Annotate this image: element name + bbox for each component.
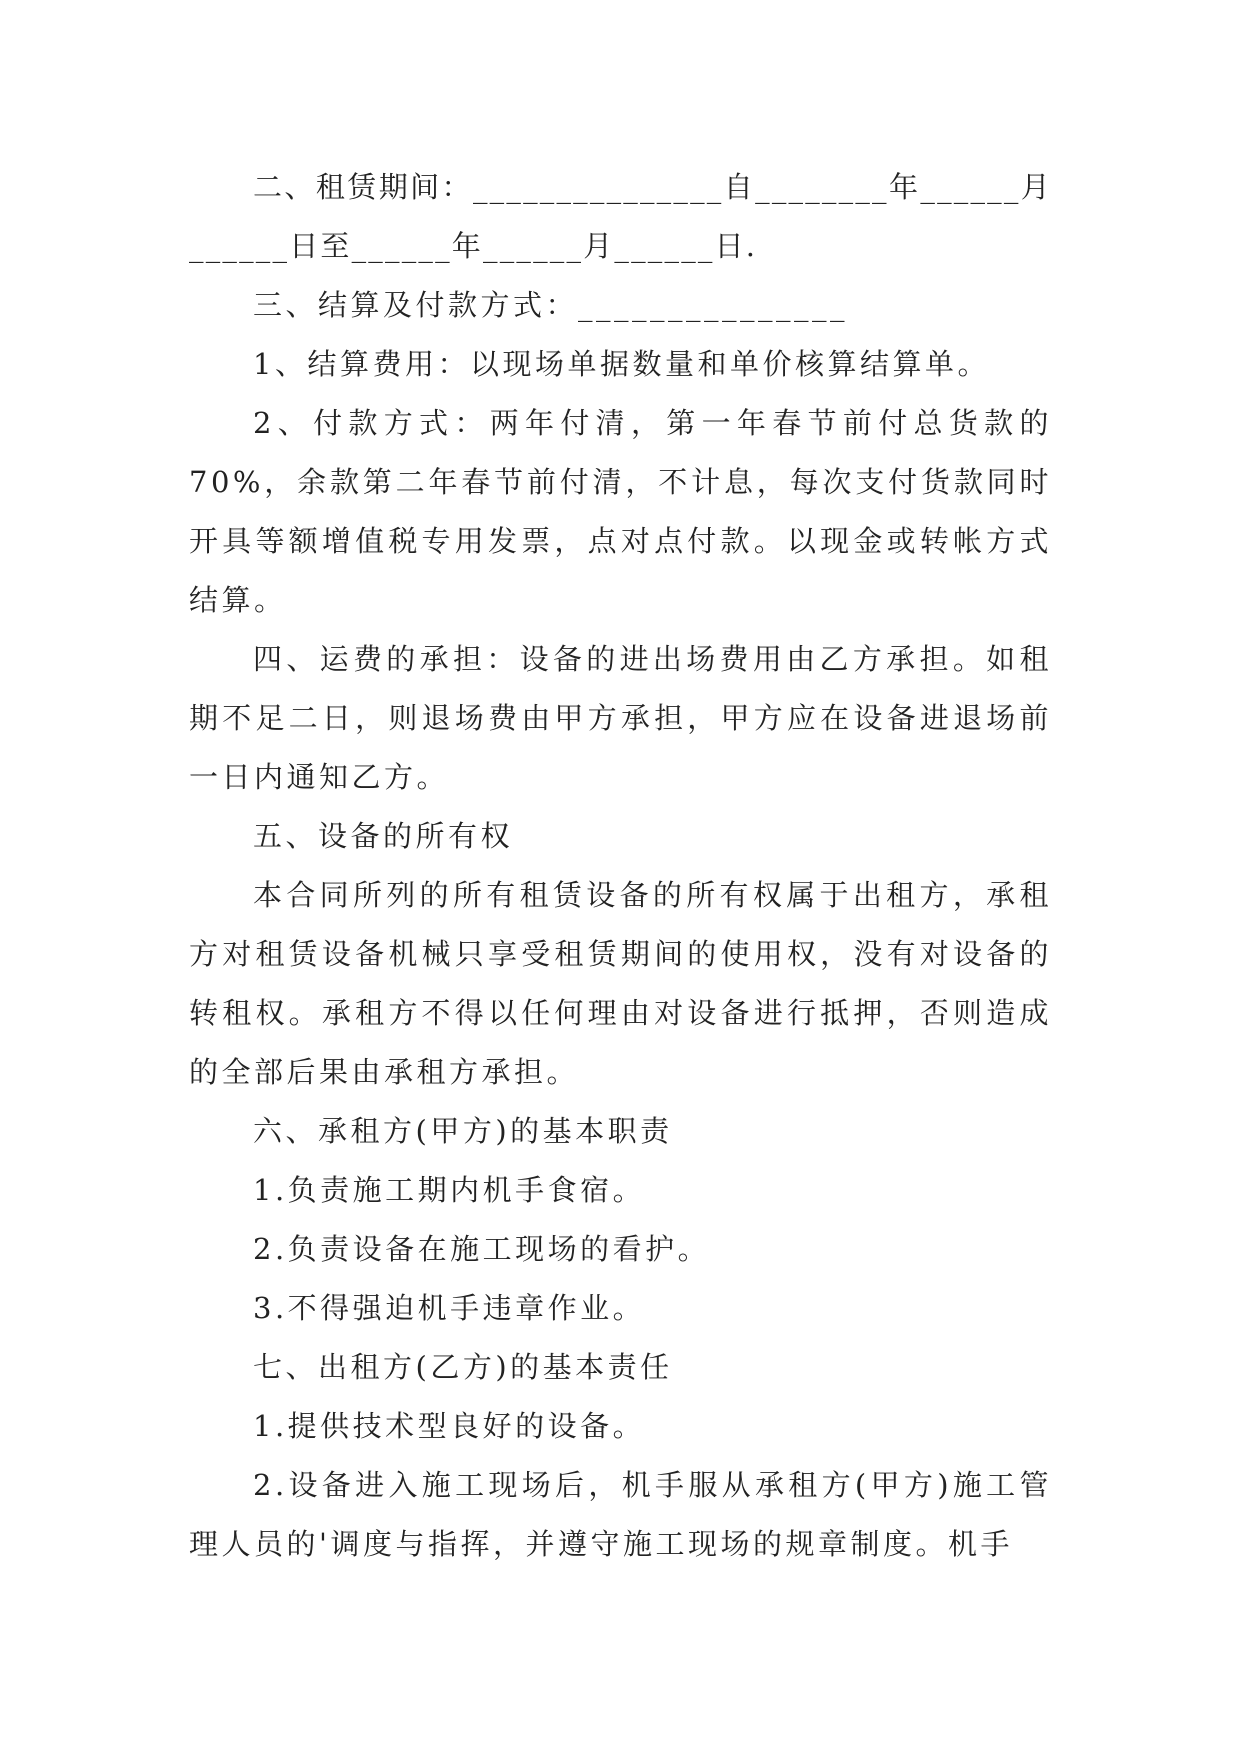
paragraph-ownership-heading: 五、设备的所有权 — [253, 819, 514, 853]
paragraph-freight: 四、运费的承担：设备的进出场费用由乙方承担。如租期不足二日，则退场费由甲方承担，甲方应在设备进退场前一日内通知乙方。 — [189, 642, 1052, 794]
paragraph-lessee-duty-2: 2.负责设备在施工现场的看护。 — [253, 1232, 711, 1266]
paragraph-payment-method: 2、付款方式：两年付清，第一年春节前付总货款的70%，余款第二年春节前付清，不计息，每次支付货款同时开具等额增值税专用发票，点对点付款。以现金或转帐方式结算。 — [189, 406, 1052, 617]
paragraph-settlement-fee: 1、结算费用：以现场单据数量和单价核算结算单。 — [253, 347, 990, 381]
paragraph-lessor-duty-2: 2.设备进入施工现场后，机手服从承租方(甲方)施工管理人员的'调度与指挥，并遵守施工现场的规章制度。机手 — [189, 1468, 1052, 1561]
paragraph-lessee-duty-3: 3.不得强迫机手违章作业。 — [253, 1291, 646, 1325]
paragraph-lessee-duties-heading: 六、承租方(甲方)的基本职责 — [253, 1114, 673, 1148]
paragraph-lessor-duties-heading: 七、出租方(乙方)的基本责任 — [253, 1350, 673, 1384]
paragraph-rental-period: 二、租赁期间：_______________自________年______月______日至______年______月______日. — [189, 170, 1052, 263]
document-body — [189, 158, 1052, 1574]
paragraph-settlement-heading: 三、结算及付款方式：_______________ — [253, 288, 849, 322]
paragraph-lessor-duty-1: 1.提供技术型良好的设备。 — [253, 1409, 646, 1443]
paragraph-lessee-duty-1: 1.负责施工期内机手食宿。 — [253, 1173, 646, 1207]
paragraph-ownership-body: 本合同所列的所有租赁设备的所有权属于出租方，承租方对租赁设备机械只享受租赁期间的使用权，没有对设备的转租权。承租方不得以任何理由对设备进行抵押，否则造成的全部后果由承租方承担。 — [189, 878, 1052, 1089]
